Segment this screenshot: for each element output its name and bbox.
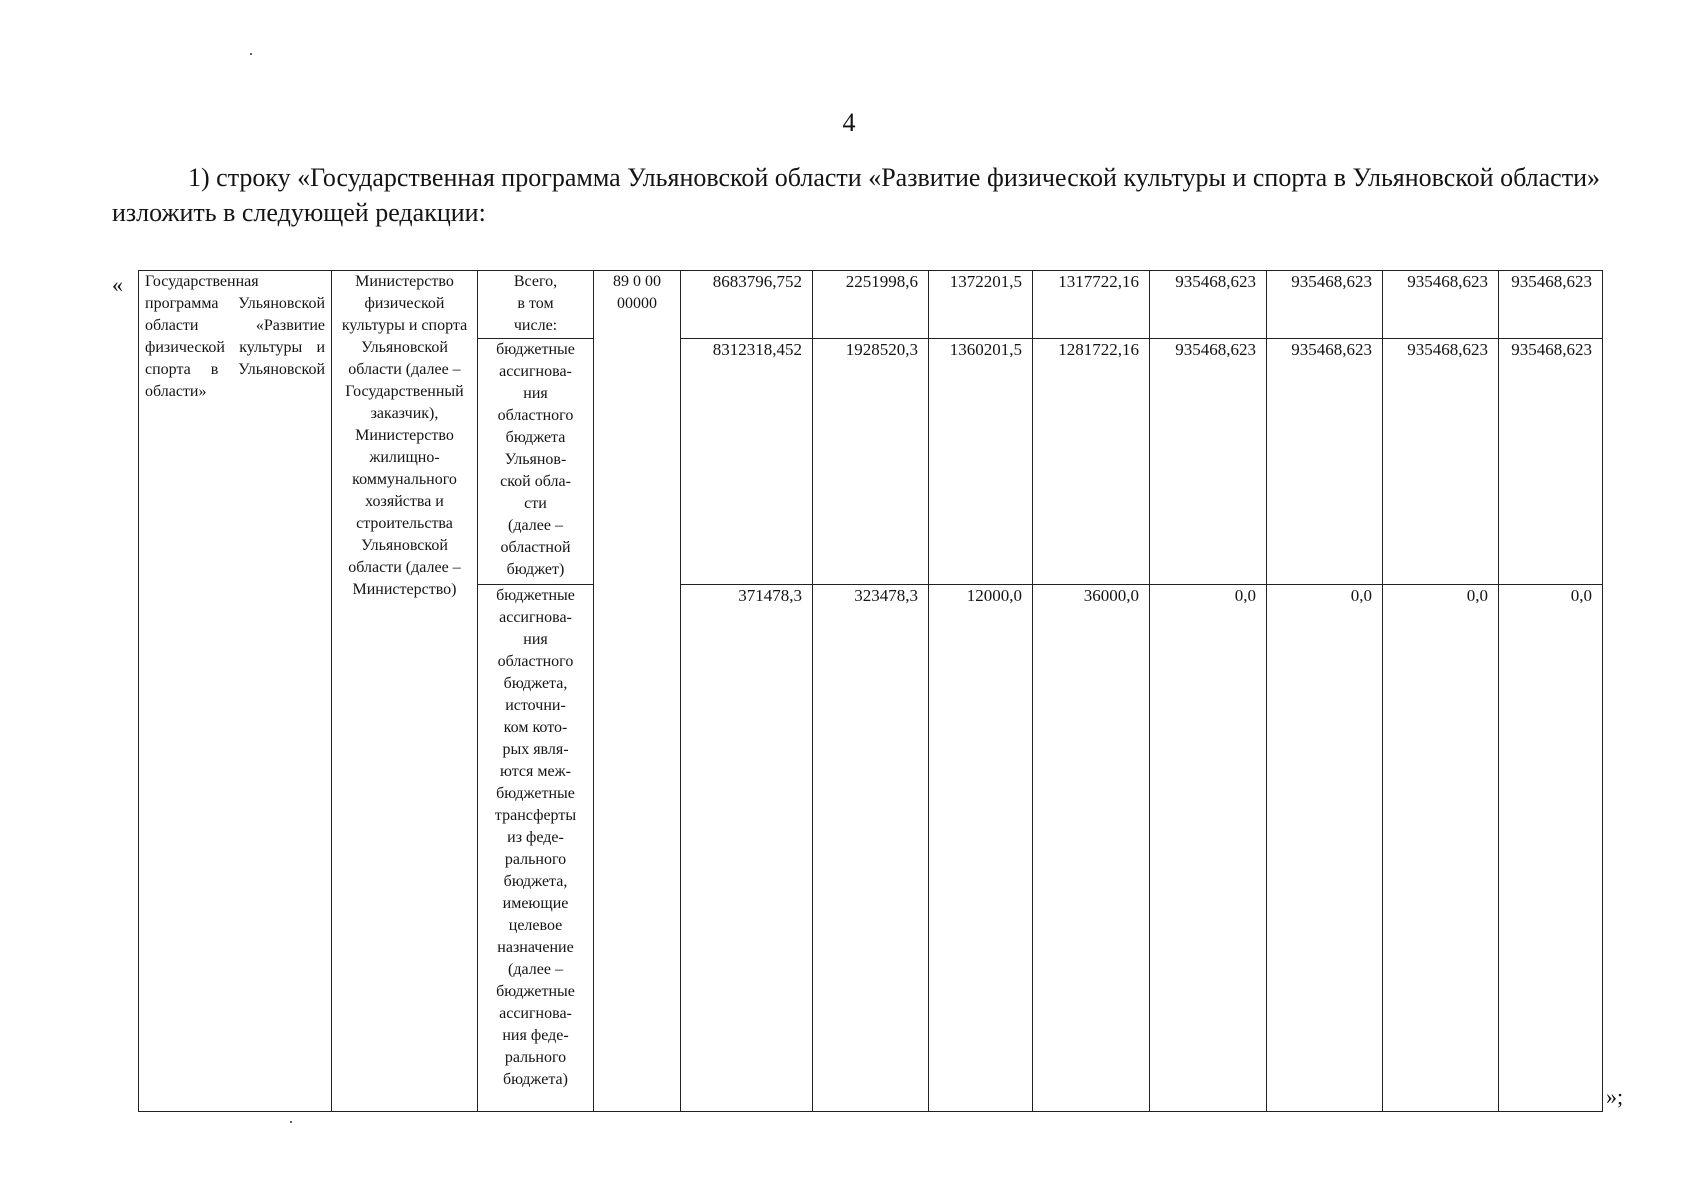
code-cell: 89 0 00 00000 [594, 271, 681, 1112]
value-cell: 2251998,6 [813, 271, 929, 339]
value-cell: 935468,623 [1150, 339, 1267, 585]
table-row [139, 271, 1603, 339]
value-cell: 1360201,5 [929, 339, 1033, 585]
value-cell: 1372201,5 [929, 271, 1033, 339]
value-cell: 323478,3 [813, 585, 929, 1112]
executors-cell: Министерство физической культуры и спорта Ульяновской области (далее – Государственный заказчик), Министерство жилищно-коммунального хозяйства и строительства Ульяновской области (далее – Министерство) [332, 271, 478, 1112]
value-cell: 1281722,16 [1033, 339, 1150, 585]
value-cell: 935468,623 [1499, 271, 1603, 339]
value-cell: 1928520,3 [813, 339, 929, 585]
opening-quote: « [112, 272, 123, 297]
value-cell: 0,0 [1150, 585, 1267, 1112]
source-cell: Всего, в том числе: [478, 271, 594, 339]
program-name-cell: Государственная программа Ульяновской области «Развитие физической культуры и спорта в Ульяновской области» [139, 271, 332, 1112]
source-cell: бюджетные ассигнова- ния областного бюджета Ульянов- ской обла- сти (далее – областной бюджет) [478, 339, 594, 585]
value-cell: 935468,623 [1383, 339, 1499, 585]
value-cell: 935468,623 [1383, 271, 1499, 339]
value-cell: 935468,623 [1150, 271, 1267, 339]
closing-quote: »; [1606, 1084, 1624, 1109]
value-cell: 935468,623 [1267, 339, 1383, 585]
value-cell: 0,0 [1267, 585, 1383, 1112]
page-number: 4 [842, 108, 856, 137]
intro-paragraph: 1) строку «Государственная программа Ульяновской области «Развитие физической культуры и спорта в Ульяновской области» изложить в следующей редакции: [112, 163, 1600, 227]
value-cell: 0,0 [1499, 585, 1603, 1112]
value-cell: 8312318,452 [681, 339, 813, 585]
value-cell: 0,0 [1383, 585, 1499, 1112]
source-cell: бюджетные ассигнова- ния областного бюджета, источни- ком кото- рых явля- ются меж- бюджетные трансферты из феде- рального бюджета, имеющие целевое назначение (далее – бюджетные ассигнова- ния феде- рального бюджета) [478, 585, 594, 1112]
value-cell: 371478,3 [681, 585, 813, 1112]
value-cell: 935468,623 [1267, 271, 1383, 339]
value-cell: 36000,0 [1033, 585, 1150, 1112]
funding-table [138, 270, 1603, 1112]
value-cell: 12000,0 [929, 585, 1033, 1112]
value-cell: 935468,623 [1499, 339, 1603, 585]
value-cell: 8683796,752 [681, 271, 813, 339]
value-cell: 1317722,16 [1033, 271, 1150, 339]
